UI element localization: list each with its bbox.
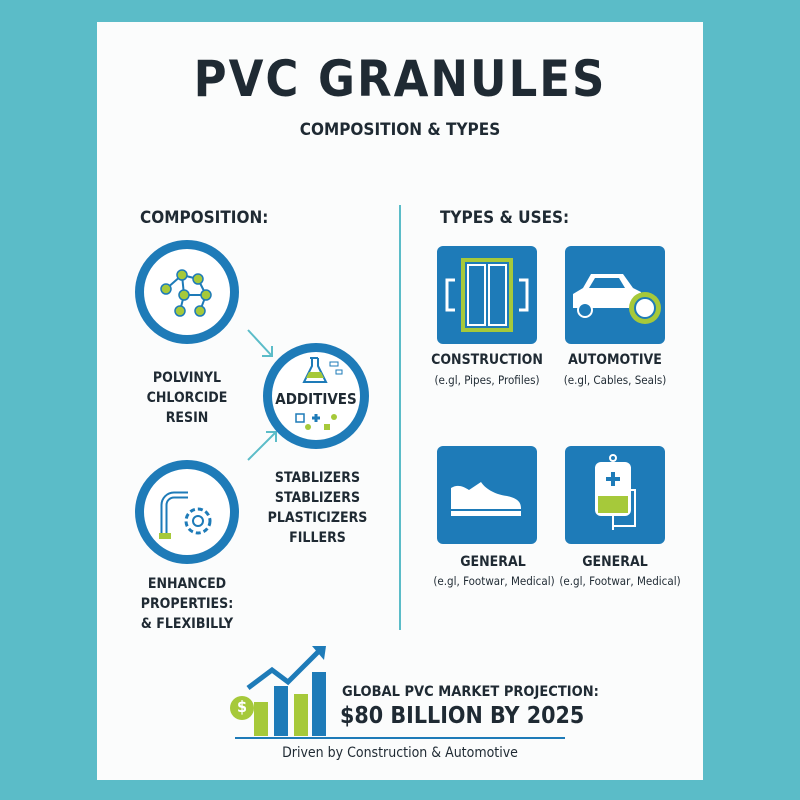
divider	[399, 205, 401, 630]
additives-circle	[263, 343, 369, 449]
type-subtitle: (e.gl, Cables, Seals)	[563, 373, 667, 387]
additives-label: ADDITIVES	[275, 390, 357, 408]
type-subtitle: (e.gl, Pipes, Profiles)	[434, 373, 540, 387]
dollar-icon: $	[236, 697, 247, 716]
car-icon	[565, 246, 665, 344]
types-heading: TYPES & USES:	[440, 208, 570, 228]
market-footer: Driven by Construction & Automotive	[282, 745, 518, 761]
page-title: PVC GRANULES	[193, 50, 607, 108]
page-subtitle: COMPOSITION & TYPES	[299, 120, 501, 140]
resin-label: POLVINYL CHLORCIDE RESIN	[146, 370, 228, 426]
type-title: GENERAL	[582, 554, 648, 570]
iv-bag-icon	[565, 446, 665, 544]
flask-icon	[292, 356, 352, 386]
composition-heading: COMPOSITION:	[140, 208, 269, 228]
type-subtitle: (e.gl, Footwar, Medical)	[559, 574, 681, 588]
type-title: AUTOMOTIVE	[568, 352, 662, 368]
window-icon	[437, 246, 537, 344]
market-value: $80 BILLION BY 2025	[340, 703, 585, 729]
market-label: GLOBAL PVC MARKET PROJECTION:	[342, 684, 599, 700]
additives-list: STABLIZERS STABLIZERS PLASTICIZERS FILLERS	[267, 470, 368, 546]
type-subtitle: (e.gl, Footwar, Medical)	[433, 574, 555, 588]
additive-shapes-icon	[294, 412, 344, 432]
growth-chart-icon	[228, 642, 328, 738]
market-underline	[235, 737, 565, 739]
molecule-icon	[135, 240, 239, 344]
pipe-gear-icon	[135, 460, 239, 564]
type-title: GENERAL	[460, 554, 526, 570]
shoe-icon	[437, 446, 537, 544]
enhanced-label: ENHANCED PROPERTIES: & FLEXIBILLY	[140, 576, 234, 632]
type-title: CONSTRUCTION	[431, 352, 543, 368]
